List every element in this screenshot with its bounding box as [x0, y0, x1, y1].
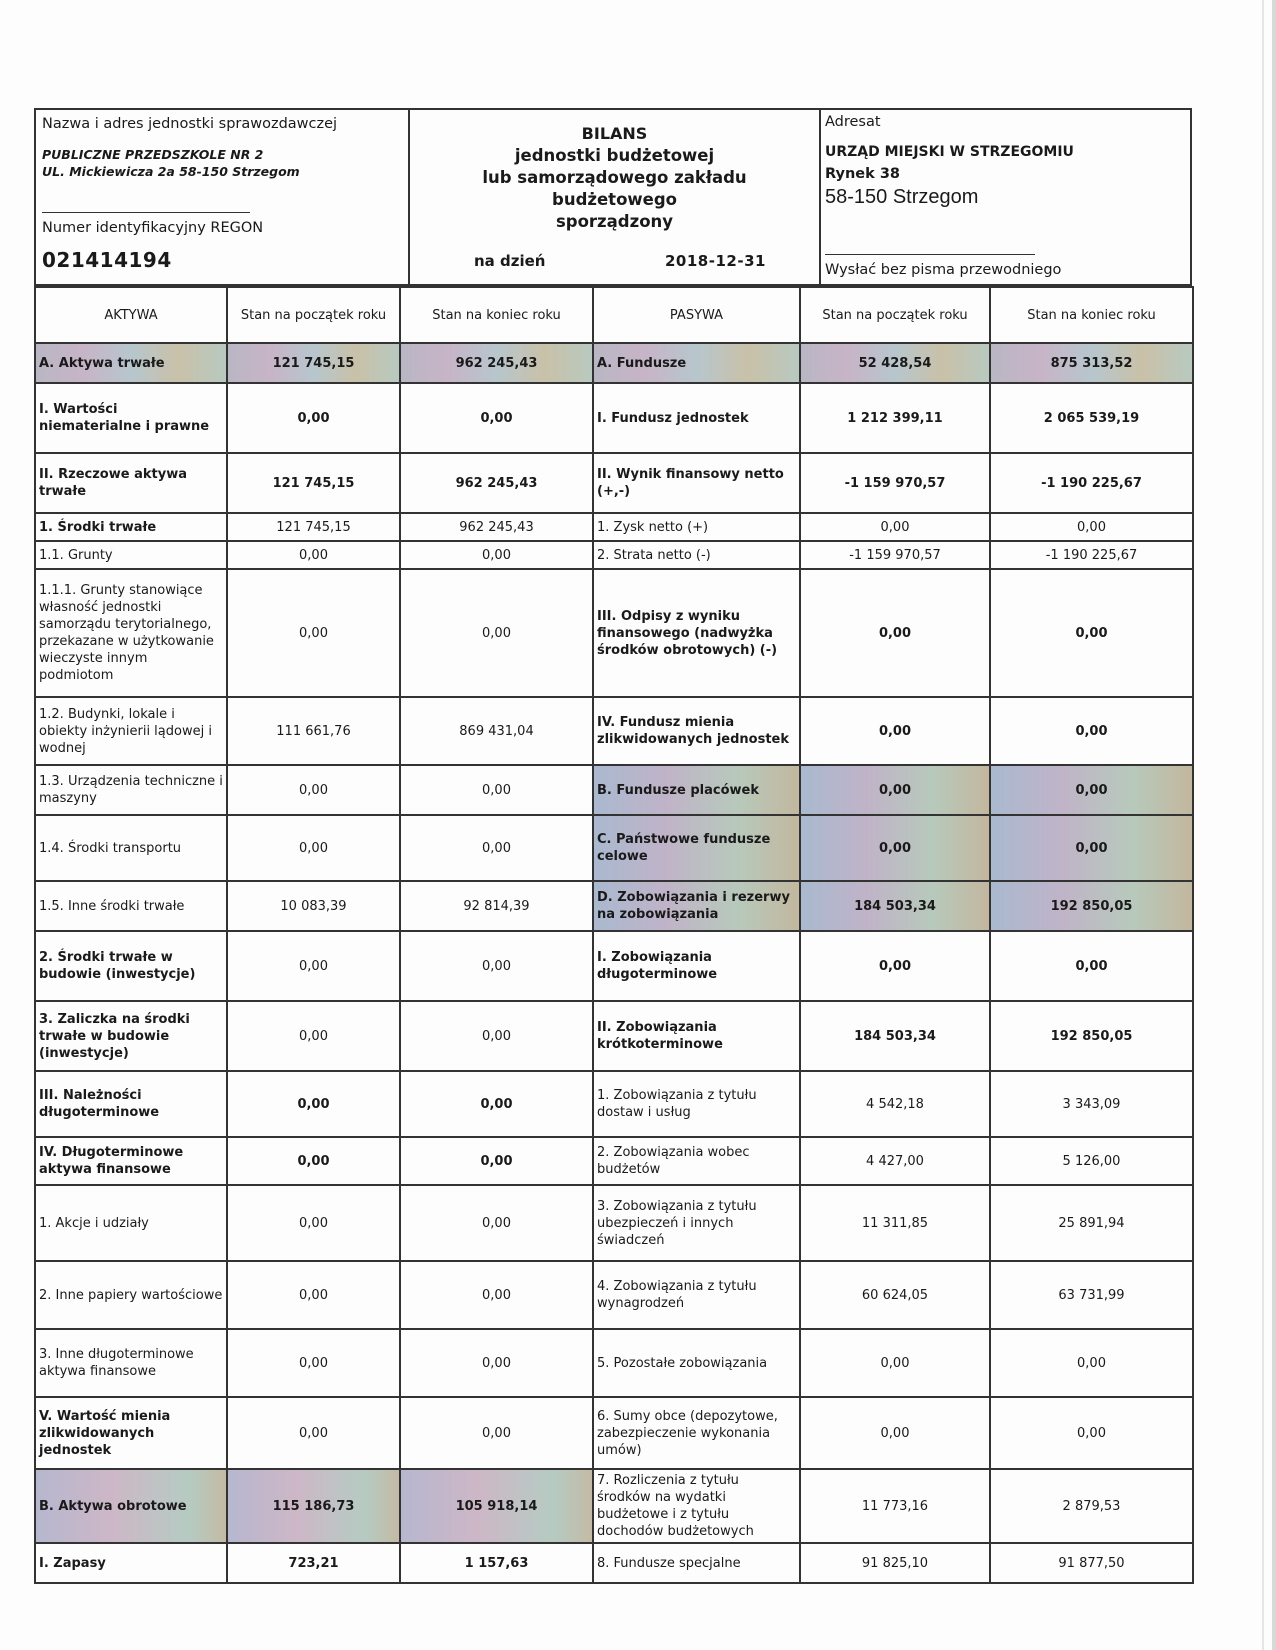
table-row [35, 383, 1193, 453]
reporting-unit-box [36, 110, 410, 284]
subtitle-line: budżetowego [552, 190, 677, 209]
aktywa-end: 0,00 [400, 383, 593, 453]
aktywa-end: 0,00 [400, 569, 593, 697]
pasywa-end: -1 190 225,67 [990, 541, 1193, 569]
aktywa-start: 0,00 [227, 1185, 400, 1261]
pasywa-start: 184 503,34 [800, 1001, 990, 1071]
aktywa-start: 0,00 [227, 815, 400, 881]
aktywa-start: 0,00 [227, 931, 400, 1001]
pasywa-end: 0,00 [990, 697, 1193, 765]
pasywa-label: IV. Fundusz mienia zlikwidowanych jednostek [593, 697, 800, 765]
aktywa-start: 0,00 [227, 1397, 400, 1469]
aktywa-start: 0,00 [227, 1329, 400, 1397]
table-row [35, 1071, 1193, 1137]
col-end: Stan na koniec roku [990, 287, 1193, 343]
pasywa-start: 0,00 [800, 1329, 990, 1397]
pasywa-end: 5 126,00 [990, 1137, 1193, 1185]
page-edge [1272, 0, 1276, 1650]
aktywa-label: 1. Akcje i udziały [35, 1185, 227, 1261]
col-start: Stan na początek roku [227, 287, 400, 343]
report-title: BILANS [581, 124, 648, 143]
table-row [35, 1001, 1193, 1071]
pasywa-end: 91 877,50 [990, 1543, 1193, 1583]
aktywa-label: I. Wartości niematerialne i prawne [35, 383, 227, 453]
pasywa-label: 1. Zysk netto (+) [593, 513, 800, 541]
col-pasywa: PASYWA [593, 287, 800, 343]
pasywa-label: 6. Sumy obce (depozytowe, zabezpieczenie wykonania umów) [593, 1397, 800, 1469]
pasywa-start: 60 624,05 [800, 1261, 990, 1329]
table-row [35, 697, 1193, 765]
col-end: Stan na koniec roku [400, 287, 593, 343]
subtitle-line: sporządzony [555, 212, 674, 231]
pasywa-label: 2. Strata netto (-) [593, 541, 800, 569]
subtitle-line: jednostki budżetowej [514, 146, 715, 165]
pasywa-end: 0,00 [990, 1397, 1193, 1469]
aktywa-end: 0,00 [400, 765, 593, 815]
col-aktywa: AKTYWA [35, 287, 227, 343]
pasywa-end: 0,00 [990, 815, 1193, 881]
table-row [35, 815, 1193, 881]
addressee-name: URZĄD MIEJSKI W STRZEGOMIU [825, 144, 1074, 160]
pasywa-start: 11 773,16 [800, 1469, 990, 1543]
aktywa-start: 10 083,39 [227, 881, 400, 931]
aktywa-start: 121 745,15 [227, 513, 400, 541]
pasywa-end: 63 731,99 [990, 1261, 1193, 1329]
pasywa-label: I. Zobowiązania długoterminowe [593, 931, 800, 1001]
aktywa-label: 1.1.1. Grunty stanowiące własność jednostki samorządu terytorialnego, przekazane w użytkowanie wieczyste innym podmiotom [35, 569, 227, 697]
table-row [35, 1137, 1193, 1185]
aktywa-start: 0,00 [227, 1261, 400, 1329]
aktywa-start: 115 186,73 [227, 1469, 400, 1543]
aktywa-end: 0,00 [400, 1329, 593, 1397]
aktywa-label: 1.5. Inne środki trwałe [35, 881, 227, 931]
divider [825, 254, 1035, 255]
pasywa-label: 5. Pozostałe zobowiązania [593, 1329, 800, 1397]
pasywa-end: 3 343,09 [990, 1071, 1193, 1137]
report-date: 2018-12-31 [665, 252, 766, 270]
unit-label: Nazwa i adres jednostki sprawozdawczej [42, 116, 338, 132]
aktywa-end: 962 245,43 [400, 343, 593, 383]
aktywa-end: 1 157,63 [400, 1543, 593, 1583]
aktywa-start: 111 661,76 [227, 697, 400, 765]
aktywa-end: 0,00 [400, 541, 593, 569]
aktywa-end: 0,00 [400, 1397, 593, 1469]
pasywa-label: II. Wynik finansowy netto (+,-) [593, 453, 800, 513]
aktywa-label: B. Aktywa obrotowe [35, 1469, 227, 1543]
table-row [35, 765, 1193, 815]
pasywa-label: I. Fundusz jednostek [593, 383, 800, 453]
aktywa-start: 0,00 [227, 1071, 400, 1137]
aktywa-label: 1.1. Grunty [35, 541, 227, 569]
table-row [35, 513, 1193, 541]
pasywa-label: D. Zobowiązania i rezerwy na zobowiązania [593, 881, 800, 931]
aktywa-label: II. Rzeczowe aktywa trwałe [35, 453, 227, 513]
table-header-row [35, 287, 1193, 343]
aktywa-label: IV. Długoterminowe aktywa finansowe [35, 1137, 227, 1185]
aktywa-end: 0,00 [400, 1261, 593, 1329]
addressee-box [821, 110, 1190, 284]
table-row [35, 1185, 1193, 1261]
date-label: na dzień [474, 252, 546, 270]
pasywa-start: -1 159 970,57 [800, 453, 990, 513]
aktywa-start: 0,00 [227, 569, 400, 697]
table-row [35, 343, 1193, 383]
aktywa-start: 121 745,15 [227, 453, 400, 513]
aktywa-end: 962 245,43 [400, 513, 593, 541]
pasywa-start: 52 428,54 [800, 343, 990, 383]
aktywa-label: 1. Środki trwałe [35, 513, 227, 541]
pasywa-label: A. Fundusze [593, 343, 800, 383]
pasywa-label: 7. Rozliczenia z tytułu środków na wydatki budżetowe i z tytułu dochodów budżetowych [593, 1469, 800, 1543]
pasywa-end: 0,00 [990, 765, 1193, 815]
pasywa-start: 0,00 [800, 931, 990, 1001]
pasywa-start: 0,00 [800, 569, 990, 697]
aktywa-end: 0,00 [400, 1001, 593, 1071]
pasywa-start: 91 825,10 [800, 1543, 990, 1583]
aktywa-end: 92 814,39 [400, 881, 593, 931]
aktywa-end: 0,00 [400, 815, 593, 881]
aktywa-label: I. Zapasy [35, 1543, 227, 1583]
pasywa-label: 1. Zobowiązania z tytułu dostaw i usług [593, 1071, 800, 1137]
pasywa-label: 2. Zobowiązania wobec budżetów [593, 1137, 800, 1185]
pasywa-start: 0,00 [800, 1397, 990, 1469]
pasywa-start: 0,00 [800, 697, 990, 765]
table-row [35, 881, 1193, 931]
aktywa-end: 0,00 [400, 1137, 593, 1185]
addressee-street: Rynek 38 [825, 166, 900, 182]
pasywa-start: 1 212 399,11 [800, 383, 990, 453]
pasywa-end: 0,00 [990, 513, 1193, 541]
pasywa-start: 0,00 [800, 815, 990, 881]
unit-name-line2: UL. Mickiewicza 2a 58-150 Strzegom [42, 164, 300, 179]
pasywa-end: 2 065 539,19 [990, 383, 1193, 453]
aktywa-label: 1.3. Urządzenia techniczne i maszyny [35, 765, 227, 815]
table-row [35, 1329, 1193, 1397]
pasywa-label: B. Fundusze placówek [593, 765, 800, 815]
aktywa-start: 0,00 [227, 1137, 400, 1185]
report-subtitle [410, 145, 819, 233]
aktywa-start: 121 745,15 [227, 343, 400, 383]
aktywa-label: 2. Inne papiery wartościowe [35, 1261, 227, 1329]
aktywa-end: 0,00 [400, 931, 593, 1001]
regon-value: 021414194 [42, 248, 172, 272]
pasywa-label: 8. Fundusze specjalne [593, 1543, 800, 1583]
aktywa-label: 3. Inne długoterminowe aktywa finansowe [35, 1329, 227, 1397]
pasywa-start: 0,00 [800, 513, 990, 541]
addressee-label: Adresat [825, 114, 881, 130]
aktywa-start: 0,00 [227, 765, 400, 815]
pasywa-end: 0,00 [990, 569, 1193, 697]
report-header [34, 108, 1192, 286]
table-row [35, 1397, 1193, 1469]
unit-name [42, 146, 402, 180]
pasywa-start: 0,00 [800, 765, 990, 815]
pasywa-end: 192 850,05 [990, 1001, 1193, 1071]
table-row [35, 541, 1193, 569]
aktywa-label: 2. Środki trwałe w budowie (inwestycje) [35, 931, 227, 1001]
subtitle-line: lub samorządowego zakładu [482, 168, 747, 187]
aktywa-start: 0,00 [227, 1001, 400, 1071]
aktywa-start: 0,00 [227, 541, 400, 569]
pasywa-end: 0,00 [990, 1329, 1193, 1397]
table-row [35, 1543, 1193, 1583]
aktywa-label: 3. Zaliczka na środki trwałe w budowie (inwestycje) [35, 1001, 227, 1071]
addressee-city: 58-150 Strzegom [825, 186, 979, 208]
aktywa-end: 869 431,04 [400, 697, 593, 765]
table-row [35, 931, 1193, 1001]
divider [42, 212, 250, 213]
pasywa-start: 11 311,85 [800, 1185, 990, 1261]
pasywa-start: 4 542,18 [800, 1071, 990, 1137]
aktywa-end: 962 245,43 [400, 453, 593, 513]
aktywa-label: 1.2. Budynki, lokale i obiekty inżynierii lądowej i wodnej [35, 697, 227, 765]
unit-name-line1: PUBLICZNE PRZEDSZKOLE NR 2 [42, 147, 264, 162]
pasywa-label: 3. Zobowiązania z tytułu ubezpieczeń i innych świadczeń [593, 1185, 800, 1261]
pasywa-label: II. Zobowiązania krótkoterminowe [593, 1001, 800, 1071]
pasywa-end: 875 313,52 [990, 343, 1193, 383]
table-row [35, 1261, 1193, 1329]
pasywa-end: 0,00 [990, 931, 1193, 1001]
table-row [35, 1469, 1193, 1543]
aktywa-start: 0,00 [227, 383, 400, 453]
pasywa-label: C. Państwowe fundusze celowe [593, 815, 800, 881]
balance-sheet-table [34, 286, 1194, 1584]
table-row [35, 453, 1193, 513]
aktywa-end: 105 918,14 [400, 1469, 593, 1543]
pasywa-end: 192 850,05 [990, 881, 1193, 931]
scan-edge-line [1262, 0, 1264, 1650]
aktywa-label: III. Należności długoterminowe [35, 1071, 227, 1137]
addressee-note: Wysłać bez pisma przewodniego [825, 262, 1062, 278]
pasywa-start: -1 159 970,57 [800, 541, 990, 569]
pasywa-start: 4 427,00 [800, 1137, 990, 1185]
pasywa-end: 2 879,53 [990, 1469, 1193, 1543]
aktywa-label: V. Wartość mienia zlikwidowanych jednostek [35, 1397, 227, 1469]
regon-label: Numer identyfikacyjny REGON [42, 220, 264, 236]
pasywa-label: III. Odpisy z wyniku finansowego (nadwyżka środków obrotowych) (-) [593, 569, 800, 697]
pasywa-end: -1 190 225,67 [990, 453, 1193, 513]
aktywa-end: 0,00 [400, 1185, 593, 1261]
pasywa-label: 4. Zobowiązania z tytułu wynagrodzeń [593, 1261, 800, 1329]
col-start: Stan na początek roku [800, 287, 990, 343]
table-row [35, 569, 1193, 697]
aktywa-start: 723,21 [227, 1543, 400, 1583]
aktywa-label: 1.4. Środki transportu [35, 815, 227, 881]
aktywa-label: A. Aktywa trwałe [35, 343, 227, 383]
pasywa-end: 25 891,94 [990, 1185, 1193, 1261]
report-title-box [410, 110, 821, 284]
aktywa-end: 0,00 [400, 1071, 593, 1137]
pasywa-start: 184 503,34 [800, 881, 990, 931]
